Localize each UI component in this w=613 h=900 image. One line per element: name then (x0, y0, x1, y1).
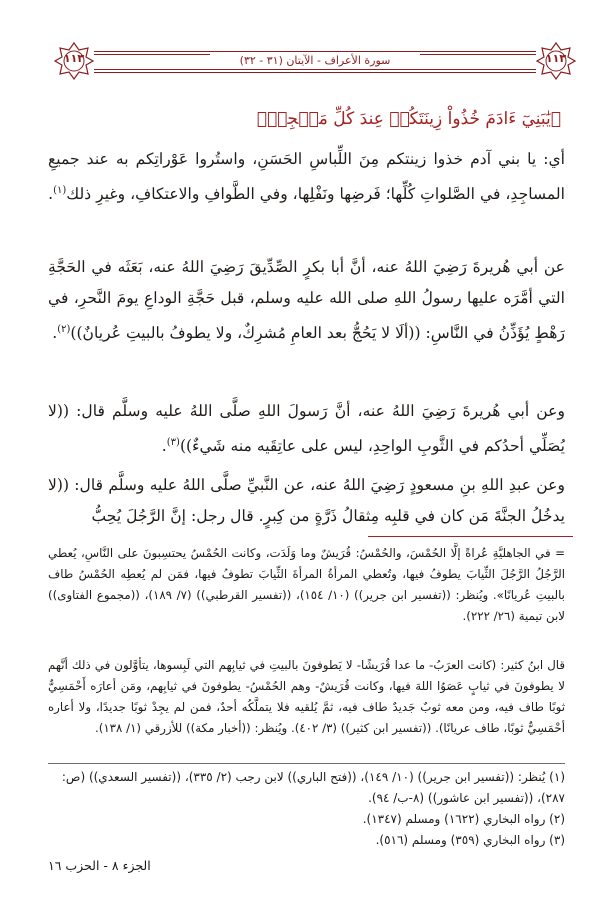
footnote-separator (368, 536, 573, 537)
paragraph-hadith-3: وعن عبدِ اللهِ بنِ مسعودٍ رَضِيَ اللهُ عنه، عن النَّبيِّ صلَّى اللهُ عليه وسلَّم قال: ((لا يدخُلُ الجنَّةَ مَن كان في قلبِه مِثقالُ ذَرَّةٍ من كِبرٍ. قال رجل: إنَّ الرَّجُلَ يُحِبُّ (48, 476, 565, 525)
notes-separator (48, 763, 565, 764)
page-number-right: ١١٣ (545, 52, 567, 65)
footnote-continuation: = في الجاهليَّةِ عُراةً إلَّا الحُمْسَ، والحُمْسُ: قُرَيشٌ وما وَلَدَت، وكانت الحُمْسُ يحتسِبونَ على النَّاسِ، يُعطي الرَّجُلُ الرَّجُلَ الثِّيابَ يطوفُ فيها، وتُعطي المرأةُ المرأةَ الثِّيابَ تطوفُ فيها، فمَن لم يُعطِه الحُمْسُ طاف بالبيتِ عُريانًا». ويُنظر: ((تفسير ابن جرير)) (١٠/ ١٥٤)، ((تفسير القرطبي)) (٧/ ١٨٩)، ((مجموع الفتاوى)) لابن تيمية (٢٦/ ٢٢٢). (48, 546, 565, 623)
footnote-ref[interactable]: (٢) (57, 324, 71, 335)
page-footer: الجزء ٨ - الحزب ١٦ (48, 858, 151, 873)
footnote-ref[interactable]: (٣) (166, 437, 180, 448)
page-number: ١١٣ (63, 52, 85, 65)
footnote-item: (١) يُنظر: ((تفسير ابن جرير)) (١٠/ ١٤٩)، ((فتح الباري)) لابن رجب (٢/ ٣٣٥)، ((تفسير السعدي)) (ص: ٢٨٧)، ((تفسير ابن عاشور)) (٨-ب/ ٩٤). (61, 770, 565, 805)
page-number-ornament (54, 42, 94, 80)
paragraph-hadith-1: عن أبي هُريرةَ رَضِيَ اللهُ عنه، أنَّ أبا بكرٍ الصِّدِّيقَ رَضِيَ اللهُ عنه، بَعَثَه في الحَجَّةِ التي أمَّرَه عليها رسولُ اللهِ صلى الله عليه وسلم، قبل حَجَّةِ الوداعِ يومَ النَّحرِ، في رَهْطٍ يُؤَذِّنُ في النَّاسِ: ((ألَا لا يَحُجُّ بعد العامِ مُشرِكٌ، ولا يطوفُ بالبيتِ عُريانٌ))$^{(٢)}$. (48, 258, 565, 343)
quran-verse: ﴿يَٰبَنِيٓ ءَادَمَ خُذُواْ زِينَتَكُمۡ عِندَ كُلِّ مَسۡجِدٖ﴾ (256, 109, 561, 129)
paragraph-hadith-2: وعن أبي هُريرةَ رَضِيَ اللهُ عنه، أنَّ رَسولَ اللهِ صلَّى اللهُ عليه وسلَّم قال: ((لا يُصَلِّي أحدُكم في الثَّوبِ الواحِدِ، ليس على عاتِقَيه منه شَيءٌ))$^{(٣)}$. (48, 402, 565, 456)
page-header (60, 42, 570, 80)
footnote-ref[interactable]: (١) (53, 185, 67, 196)
paragraph-tafsir: أي: يا بني آدم خذوا زينتكم مِنَ اللِّباسِ الحَسَنِ، واستُروا عَوْراتِكم به عند جميعِ المساجِدِ، في الصَّلواتِ كُلِّها؛ فَرضِها ونَفْلِها، وفي الطَّوافِ والاعتكافِ، وغيرِ ذلك$^{(١)}$. (48, 150, 565, 204)
footnote-item: (٣) رواه البخاري (٣٥٩) ومسلم (٥١٦). (375, 833, 565, 847)
page-number-ornament-right (536, 42, 576, 80)
footnotes-list (48, 767, 565, 851)
footnote-continuation: قال ابنُ كثير: (كانت العرَبُ- ما عدا قُرَيشًا- لا يَطوفونَ بالبيتِ في ثيابِهم التي لَبِسوها، يتأوَّلون في ذلك أنَّهم لا يطوفونَ في ثيابٍ عَصَوُا اللهَ فيها، وكانت قُرَيشٌ- وهم الحُمْسُ- يطوفونَ في ثيابِهم، ومَن أعارَه أَحْمَسِيٌّ ثوبًا طاف فيه، ومن معه ثوبٌ جَديدٌ طاف فيه، ثمَّ يُلقيه فلا يتملَّكُه أحدٌ، فمن لم يجِدْ ثوبًا جديدًا، ولا أعاره أحْمَسِيٌّ ثوبًا، طاف عريانًا). ((تفسير ابن كثير)) (٣/ ٤٠٢). ويُنظر: ((أخبار مكة)) للأزرقي (١/ ١٣٨). (48, 658, 565, 735)
footnote-item: (٢) رواه البخاري (١٦٢٢) ومسلم (١٣٤٧). (362, 812, 565, 826)
surah-header-title: سورة الأعراف - الآيتان (٣١ - ٣٢) (210, 54, 420, 68)
